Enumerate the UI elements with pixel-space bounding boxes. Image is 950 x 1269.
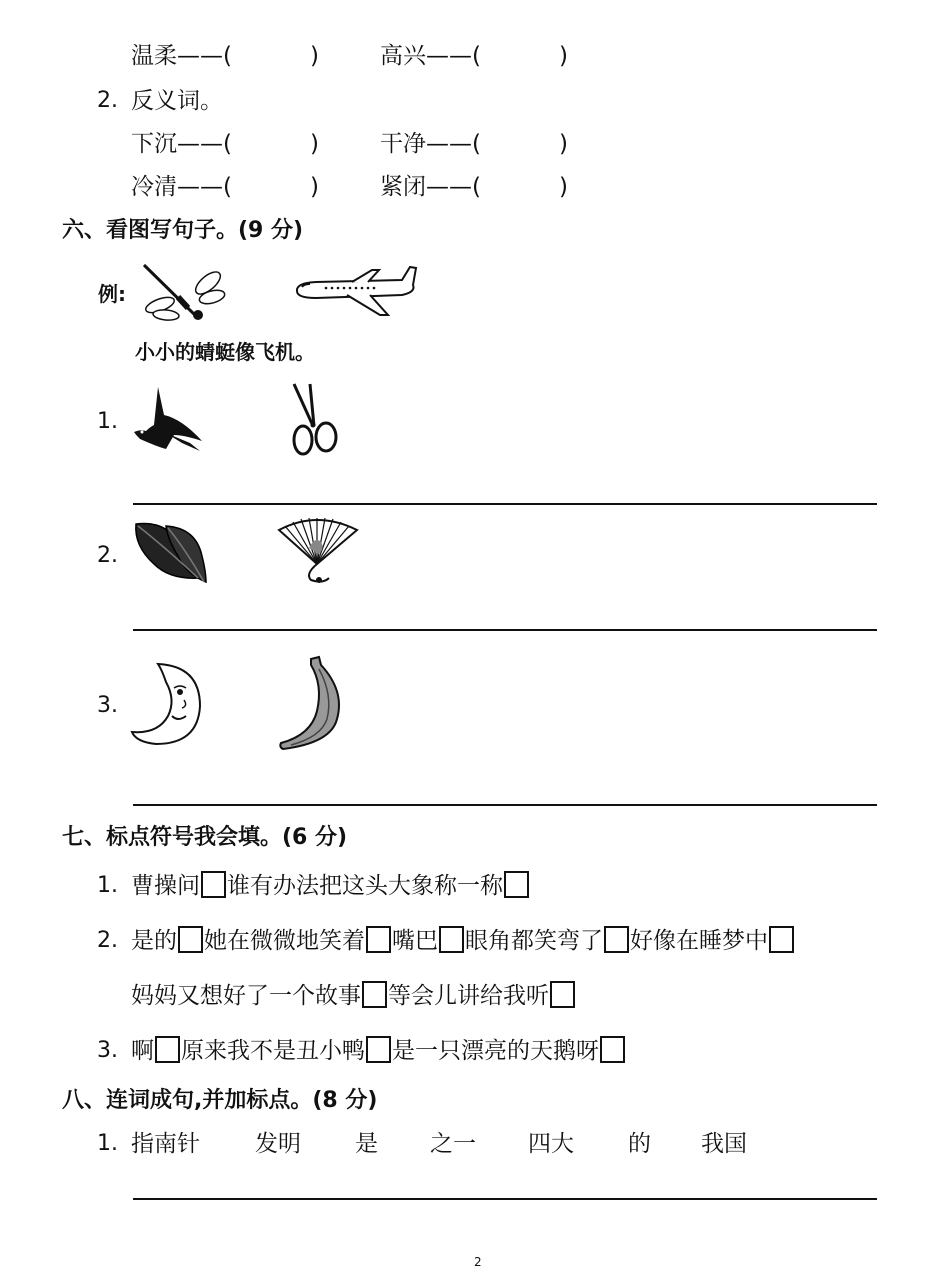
punctuation-sentence: [131, 871, 530, 901]
question-number: 2.: [97, 543, 118, 568]
word: 温柔: [131, 43, 177, 69]
answer-blank[interactable]: ——(: [426, 131, 481, 157]
answer-blank[interactable]: ——(: [426, 43, 481, 69]
paren-close: ): [558, 174, 568, 200]
word-card: 四大: [528, 1131, 574, 1157]
synonym-pair: [131, 41, 319, 71]
page-number: 2: [474, 1255, 482, 1269]
word: 干净: [380, 131, 426, 157]
antonym-pair: [380, 129, 568, 159]
sentence-part: 嘴巴: [392, 928, 438, 954]
punctuation-box[interactable]: [439, 926, 464, 953]
word-card: 的: [628, 1131, 651, 1157]
section-title: 六、看图写句子。(9 分): [62, 218, 304, 243]
airplane-icon: [292, 265, 420, 320]
question-number: 3.: [97, 693, 118, 718]
question-number: 2.: [97, 88, 118, 113]
sentence-part: 谁有办法把这头大象称一称: [227, 873, 503, 899]
banana-icon: [275, 655, 347, 755]
answer-line[interactable]: [133, 1198, 877, 1200]
question-number: 1.: [97, 409, 118, 434]
punctuation-box[interactable]: [604, 926, 629, 953]
word-card: 我国: [701, 1131, 747, 1157]
question-number: 1.: [97, 1131, 118, 1156]
paren-close: ): [309, 131, 319, 157]
synonym-pair: [380, 41, 568, 71]
answer-blank[interactable]: ——(: [177, 174, 232, 200]
answer-blank[interactable]: ——(: [177, 131, 232, 157]
swallow-icon: [130, 385, 205, 455]
answer-line[interactable]: [133, 629, 877, 631]
question-title: 反义词。: [131, 88, 223, 114]
punctuation-box[interactable]: [178, 926, 203, 953]
punctuation-sentence: [131, 981, 576, 1011]
dragonfly-icon: [138, 263, 223, 323]
crescent-moon-icon: [128, 660, 203, 748]
paren-close: ): [558, 131, 568, 157]
antonym-pair: [380, 172, 568, 202]
punctuation-sentence: [131, 1036, 626, 1066]
paren-close: ): [309, 43, 319, 69]
sentence-part: 好像在睡梦中: [630, 928, 768, 954]
answer-line[interactable]: [133, 503, 877, 505]
punctuation-box[interactable]: [366, 1036, 391, 1063]
answer-line[interactable]: [133, 804, 877, 806]
punctuation-box[interactable]: [201, 871, 226, 898]
sentence-part: 是一只漂亮的天鹅呀: [392, 1038, 599, 1064]
punctuation-box[interactable]: [155, 1036, 180, 1063]
sentence-part: 等会儿讲给我听: [388, 983, 549, 1009]
word: 紧闭: [380, 174, 426, 200]
leaf-icon: [130, 520, 210, 585]
word-card: 是: [355, 1131, 378, 1157]
sentence-part: 眼角都笑弯了: [465, 928, 603, 954]
question-number: 3.: [97, 1038, 118, 1063]
section-title: 八、连词成句,并加标点。(8 分): [62, 1088, 378, 1113]
scissors-icon: [288, 382, 343, 457]
sentence-part: 妈妈又想好了一个故事: [131, 983, 361, 1009]
punctuation-box[interactable]: [504, 871, 529, 898]
punctuation-box[interactable]: [362, 981, 387, 1008]
punctuation-sentence: [131, 926, 795, 956]
question-number: 1.: [97, 873, 118, 898]
punctuation-box[interactable]: [550, 981, 575, 1008]
paren-close: ): [558, 43, 568, 69]
folding-fan-icon: [275, 518, 360, 588]
word-card: 发明: [255, 1131, 301, 1157]
antonym-pair: [131, 129, 319, 159]
word-card: 之一: [430, 1131, 476, 1157]
section-title: 七、标点符号我会填。(6 分): [62, 825, 348, 850]
sentence-part: 原来我不是丑小鸭: [181, 1038, 365, 1064]
word: 冷清: [131, 174, 177, 200]
punctuation-box[interactable]: [600, 1036, 625, 1063]
sentence-part: 曹操问: [131, 873, 200, 899]
example-label: 例:: [98, 282, 126, 306]
paren-close: ): [309, 174, 319, 200]
sentence-part: 是的: [131, 928, 177, 954]
question-number: 2.: [97, 928, 118, 953]
punctuation-box[interactable]: [769, 926, 794, 953]
answer-blank[interactable]: ——(: [177, 43, 232, 69]
example-sentence: 小小的蜻蜓像飞机。: [135, 340, 315, 364]
word: 下沉: [131, 131, 177, 157]
answer-blank[interactable]: ——(: [426, 174, 481, 200]
sentence-part: 她在微微地笑着: [204, 928, 365, 954]
antonym-pair: [131, 172, 319, 202]
punctuation-box[interactable]: [366, 926, 391, 953]
word-card: 指南针: [131, 1131, 200, 1157]
sentence-part: 啊: [131, 1038, 154, 1064]
word: 高兴: [380, 43, 426, 69]
